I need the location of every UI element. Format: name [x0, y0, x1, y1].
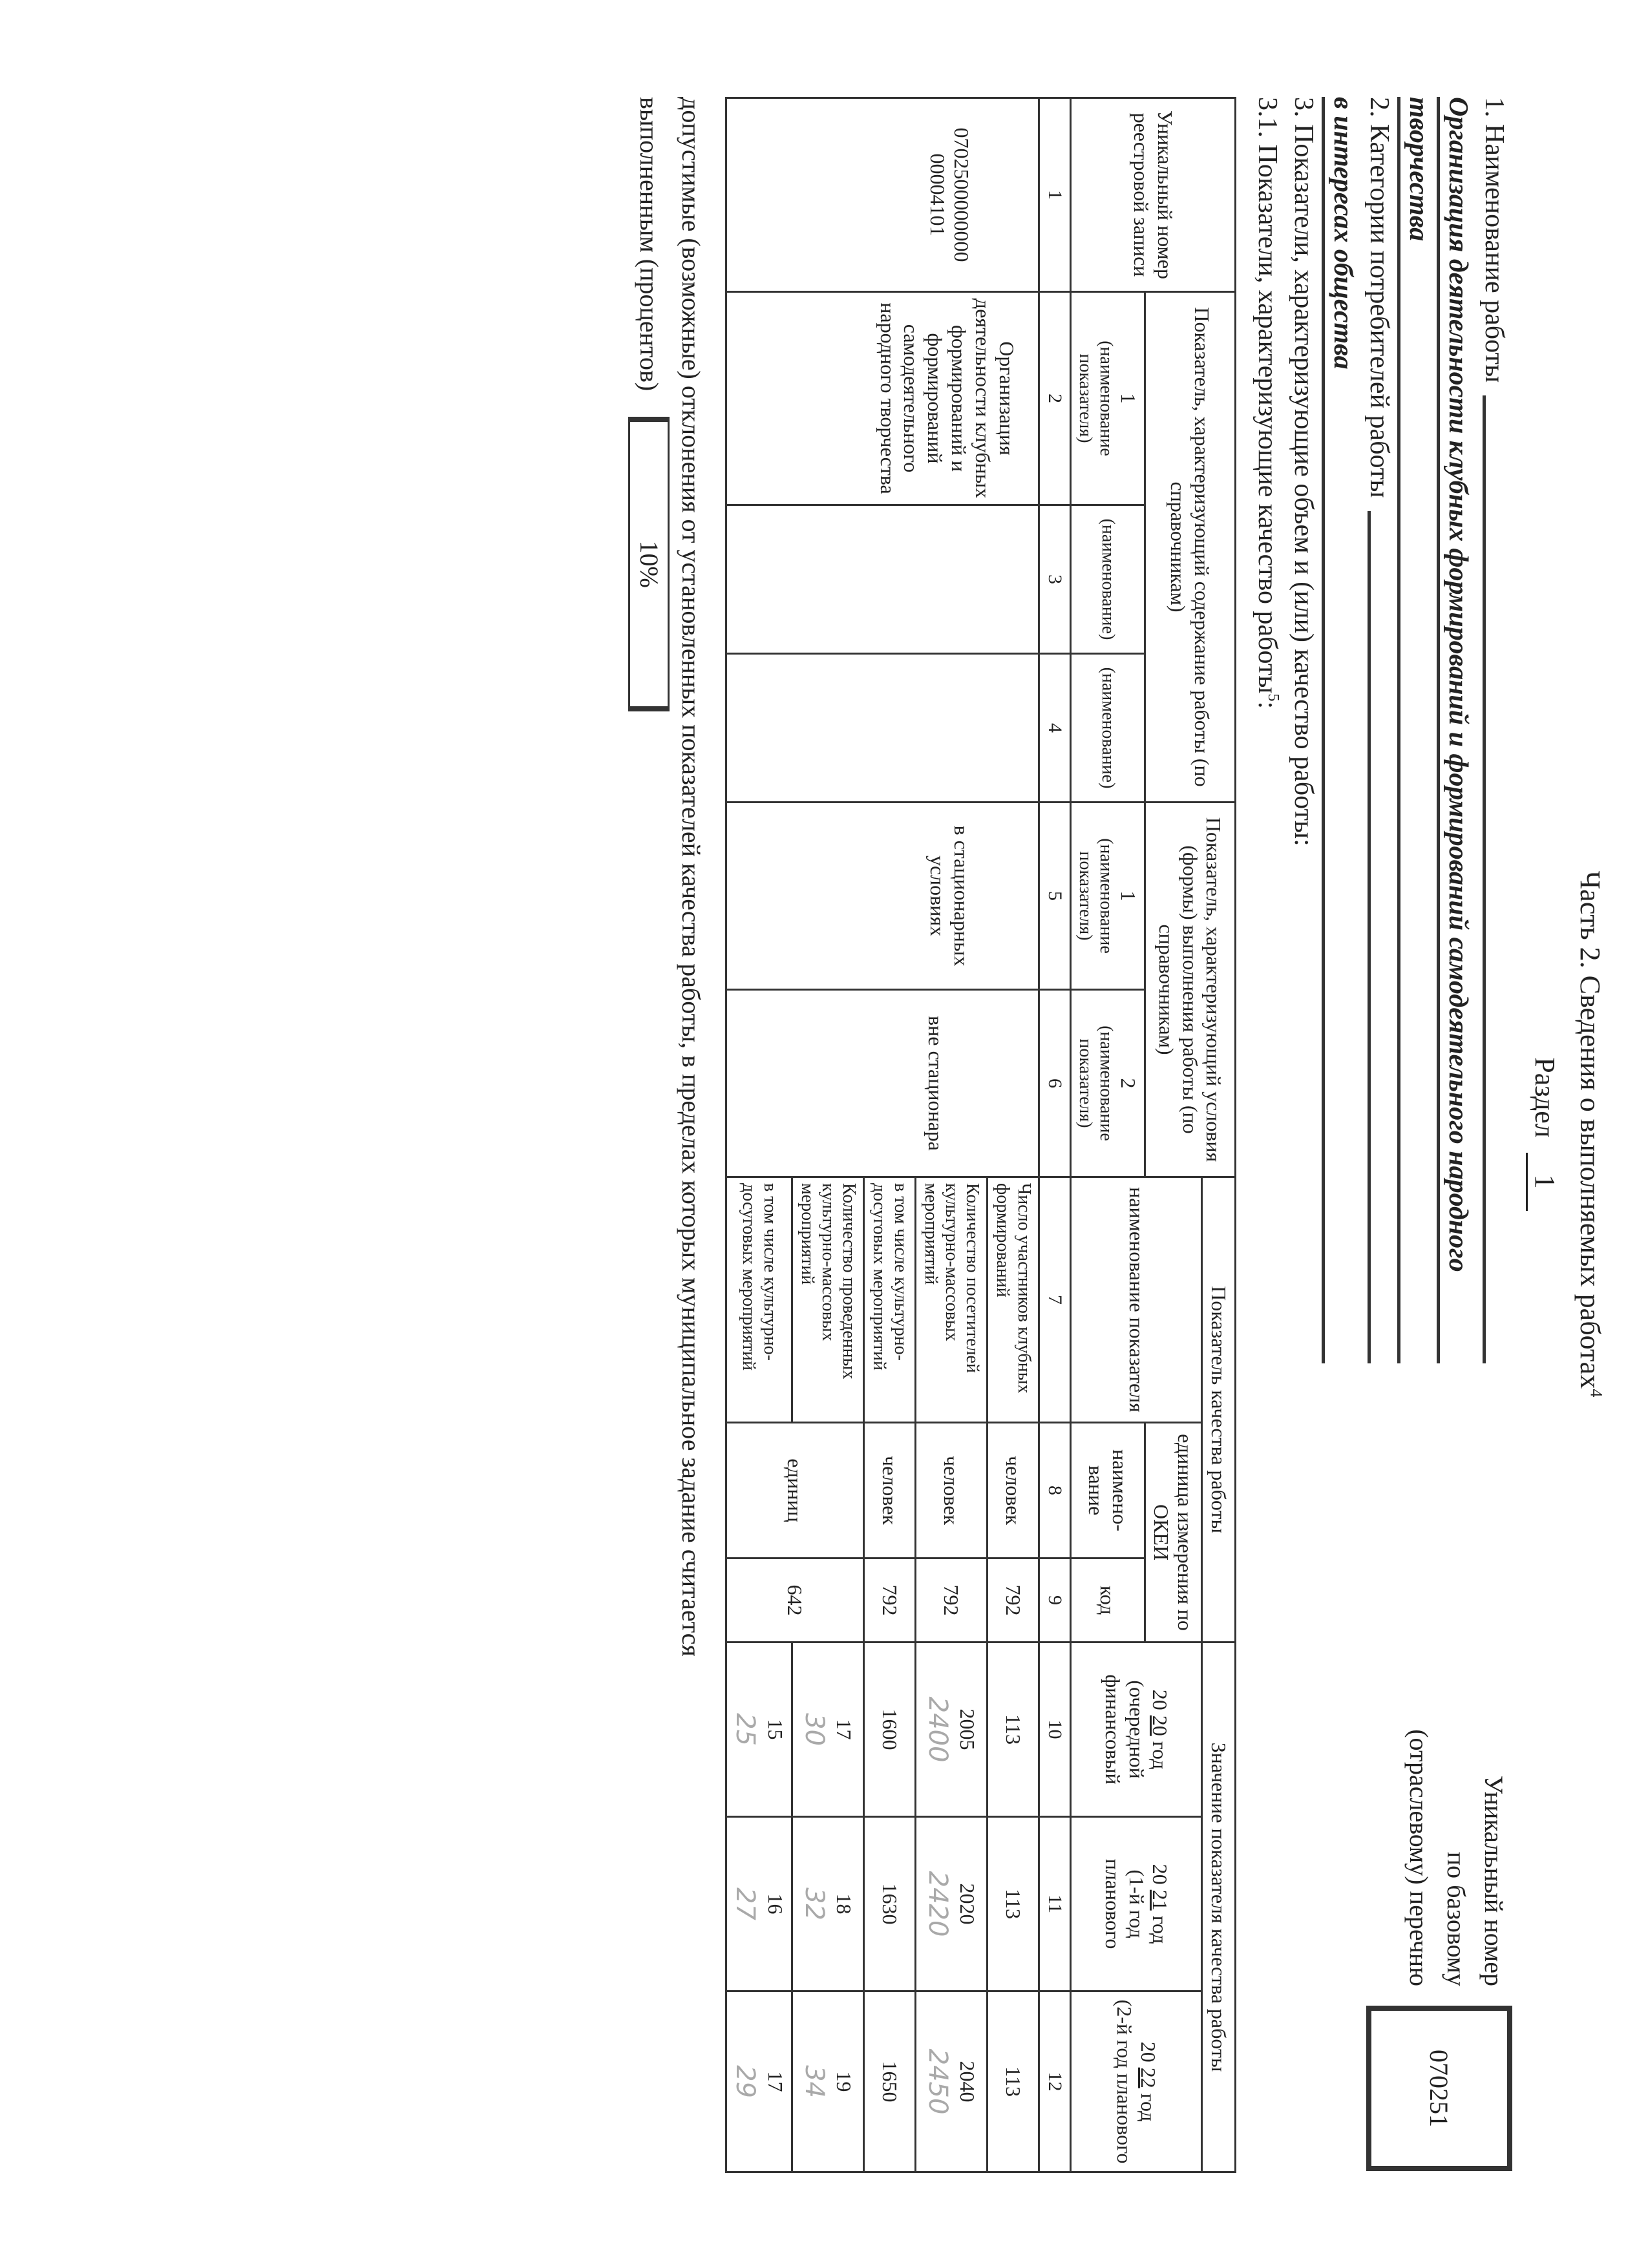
year3-value: 22	[1136, 2067, 1160, 2088]
handwritten-value: 25	[730, 1713, 760, 1746]
work-name-row	[1476, 97, 1512, 1363]
col-index: 1	[1039, 98, 1071, 292]
unit-name: человек	[915, 1423, 988, 1559]
consumers-row	[1361, 97, 1397, 1363]
work-name-value-line2: творчества	[1397, 97, 1437, 1363]
indicator-name: Число участников клубных формирований	[988, 1177, 1039, 1423]
registry-line2: 00004101	[925, 153, 949, 236]
part-title-text: Часть 2. Сведения о выполняемых работах	[1574, 870, 1606, 1389]
value-2021-text: 1630	[878, 1883, 902, 1925]
header-year-2021	[1071, 1817, 1202, 1991]
deviation-value-box	[628, 417, 670, 711]
header-content-group: Показатель, характеризующий содержание работы (по справочникам)	[1145, 292, 1235, 803]
year1-value: 20	[1148, 1715, 1172, 1736]
header-col4	[1071, 654, 1145, 803]
unit-name: человек	[864, 1423, 915, 1559]
col2-label: (наименование показателя)	[1075, 341, 1116, 456]
value-2021-text: 113	[1001, 1889, 1025, 1919]
indicator-name: Количество проведенных культурно-массовых мероприятий	[792, 1177, 864, 1423]
col-index: 10	[1039, 1643, 1071, 1817]
deviation-text-line2: выполненным (процентов)	[634, 97, 664, 392]
year3-prefix: 20	[1136, 2041, 1160, 2063]
work-fields	[1249, 97, 1512, 1363]
col-index: 3	[1039, 505, 1071, 654]
col-index: 11	[1039, 1817, 1071, 1991]
consumers-underline	[1368, 511, 1371, 1363]
quality-suffix: :	[1252, 701, 1282, 709]
year2-suffix: год	[1148, 1915, 1172, 1944]
year3-desc: (2-й год планового	[1113, 1999, 1137, 2164]
value-2021	[726, 1817, 792, 1991]
col4-label: (наименование)	[1097, 667, 1118, 789]
value-2020-text: 17	[832, 1719, 856, 1740]
value-2022	[915, 1991, 988, 2172]
section-number: 1	[1526, 1153, 1561, 1211]
part-title	[1570, 97, 1609, 2171]
year2-value: 21	[1148, 1889, 1172, 1911]
col-index: 5	[1039, 803, 1071, 990]
value-2020	[864, 1643, 915, 1817]
header-unit-group: единица измерения по ОКЕИ	[1145, 1423, 1202, 1643]
header-quality-group: Показатель качества работы	[1202, 1177, 1236, 1643]
value-2022	[726, 1991, 792, 2172]
value-2020-text: 15	[763, 1719, 787, 1740]
sub-num-1: 1	[1116, 393, 1140, 404]
value-2020	[726, 1643, 792, 1817]
year3-suffix: год	[1136, 2093, 1160, 2122]
column-index-row	[1039, 98, 1071, 2172]
unit-code: 792	[988, 1559, 1039, 1643]
registry-line1: 0702500000000	[949, 127, 973, 262]
value-2020	[988, 1643, 1039, 1817]
header-col2	[1071, 292, 1145, 505]
handwritten-value: 2400	[922, 1696, 953, 1763]
value-2022	[988, 1991, 1039, 2172]
value-2020-text: 2005	[956, 1708, 980, 1750]
condition-2-cell: вне стационара	[726, 990, 1039, 1177]
condition-1-cell: в стационарных условиях	[726, 803, 1039, 990]
year2-desc: (1-й год планового	[1101, 1858, 1148, 1949]
handwritten-value: 2420	[922, 1871, 953, 1937]
col6-label: (наименование показателя)	[1075, 1025, 1116, 1141]
indicator-name: в том числе культурно-досуговых мероприятий	[864, 1177, 915, 1423]
deviation-row	[628, 97, 670, 2171]
header-value-group: Значение показателя качества работы	[1202, 1643, 1236, 2172]
value-2022	[792, 1991, 864, 2172]
header-unit-name: наимено-вание	[1071, 1423, 1145, 1559]
col-index: 2	[1039, 292, 1071, 505]
col-index: 4	[1039, 654, 1071, 803]
handwritten-value: 27	[730, 1887, 760, 1920]
col-index: 12	[1039, 1991, 1071, 2172]
header-conditions-group: Показатель, характеризующий условия (формы) выполнения работы (по справочникам)	[1145, 803, 1235, 1177]
indicators-label: 3. Показатели, характеризующие объем и (или) качество работы:	[1289, 97, 1318, 846]
handwritten-value: 29	[730, 2065, 760, 2098]
header-col3	[1071, 505, 1145, 654]
work-name-underline	[1483, 395, 1486, 1363]
handwritten-value: 32	[799, 1887, 829, 1920]
work-name-value-line1: Организация деятельности клубных формирований и формирований самодеятельного народного	[1437, 97, 1476, 1363]
unit-code: 642	[726, 1559, 863, 1643]
unique-number-label-line1: Уникальный номер	[1479, 1775, 1508, 1986]
header-col6	[1071, 990, 1145, 1177]
unit-name: единиц	[726, 1423, 863, 1559]
sub-num-2: 2	[1116, 1078, 1140, 1089]
content-name-cell: Организация деятельности клубных формирований и формирований самодеятельного народного творчества	[726, 292, 1039, 505]
col-index: 6	[1039, 990, 1071, 1177]
part-footnote: 4	[1587, 1389, 1606, 1398]
registry-number-cell	[726, 98, 1039, 292]
value-2021	[864, 1817, 915, 1991]
unique-number-block	[1366, 1729, 1512, 2171]
unique-number-label-line3: (отраслевому) перечню	[1404, 1729, 1433, 1986]
value-2021	[988, 1817, 1039, 1991]
quality-indicators-table	[725, 97, 1236, 2173]
col3-label: (наименование)	[1097, 518, 1118, 640]
unique-number-value: 070251	[1424, 2050, 1454, 2127]
unique-number-label-line2: по базовому	[1442, 1851, 1471, 1986]
year1-prefix: 20	[1148, 1689, 1172, 1710]
deviation-text-line1: допустимые (возможные) отклонения от установленных показателей качества работы, в пределах которых муниципальное задание считается	[676, 97, 706, 1657]
unit-name: человек	[988, 1423, 1039, 1559]
unit-code: 792	[915, 1559, 988, 1643]
header-year-2020	[1071, 1643, 1202, 1817]
value-2021-text: 18	[832, 1893, 856, 1915]
handwritten-value: 2450	[922, 2048, 953, 2115]
value-2020-text: 113	[1001, 1714, 1025, 1745]
content-col3-cell	[726, 505, 1039, 654]
value-2022	[864, 1991, 915, 2172]
value-2022-text: 17	[763, 2071, 787, 2092]
section-heading	[1525, 97, 1564, 2171]
header-unit-code: код	[1071, 1559, 1145, 1643]
value-2020	[915, 1643, 988, 1817]
deviation-value: 10%	[634, 540, 664, 588]
sub-num-1b: 1	[1116, 890, 1140, 901]
consumers-label: 2. Категории потребителей работы	[1364, 97, 1394, 498]
value-2022-text: 2040	[956, 2061, 980, 2103]
value-2022-text: 1650	[878, 2061, 902, 2103]
header-registry: Уникальный номер реестровой записи	[1071, 98, 1236, 292]
header-col5	[1071, 803, 1145, 990]
header-area	[1249, 97, 1512, 2171]
value-2021	[792, 1817, 864, 1991]
col-index: 8	[1039, 1423, 1071, 1559]
content-col4-cell	[726, 654, 1039, 803]
quality-label-text: 3.1. Показатели, характеризующие качество работы	[1252, 97, 1282, 694]
value-2021-text: 2020	[956, 1883, 980, 1925]
value-2022-text: 19	[832, 2071, 856, 2092]
value-2020	[792, 1643, 864, 1817]
unique-number-label	[1400, 1729, 1512, 1986]
value-2020-text: 1600	[878, 1708, 902, 1750]
consumers-value: в интересах общества	[1322, 97, 1361, 1363]
handwritten-value: 34	[799, 2065, 829, 2098]
handwritten-value: 30	[799, 1713, 829, 1746]
table-row	[988, 98, 1039, 2172]
value-2022-text: 113	[1001, 2066, 1025, 2097]
work-name-label: 1. Наименование работы	[1479, 97, 1509, 383]
indicator-name: в том числе культурно-досуговых мероприятий	[726, 1177, 792, 1423]
year1-suffix: год	[1148, 1741, 1172, 1770]
quality-footnote: 5	[1265, 693, 1282, 702]
year1-desc: (очередной финансовый	[1101, 1674, 1148, 1785]
col-index: 7	[1039, 1177, 1071, 1423]
value-2021-text: 16	[763, 1893, 787, 1915]
year2-prefix: 20	[1148, 1864, 1172, 1885]
indicator-name: Количество посетителей культурно-массовых мероприятий	[915, 1177, 988, 1423]
col-index: 9	[1039, 1559, 1071, 1643]
value-2021	[915, 1817, 988, 1991]
section-label: Раздел	[1529, 1057, 1561, 1138]
quality-label	[1249, 97, 1285, 1363]
header-indicator-name: наименование показателя	[1071, 1177, 1202, 1423]
header-year-2022	[1071, 1991, 1202, 2172]
col5-label: (наименование показателя)	[1075, 838, 1116, 954]
unit-code: 792	[864, 1559, 915, 1643]
unique-number-box	[1366, 2006, 1512, 2171]
